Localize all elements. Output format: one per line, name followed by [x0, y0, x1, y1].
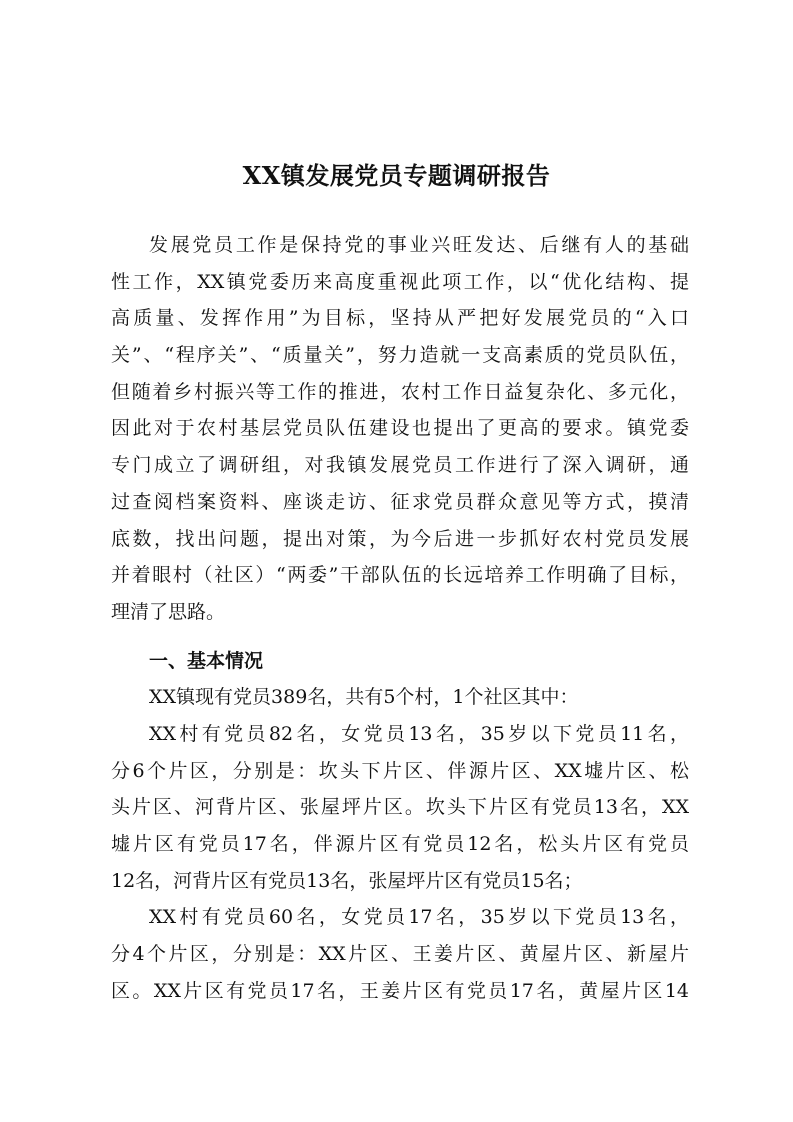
text-line: 墟片区有党员17名，伴源片区有党员12名，松头片区有党员	[111, 833, 689, 855]
village-paragraph	[111, 899, 689, 1009]
text-line: 因此对于农村基层党员队伍建设也提出了更高的要求。镇党委	[111, 417, 689, 440]
text-line: 理清了思路。	[111, 600, 226, 623]
text-line: 分4个片区，分别是：XX片区、王姜片区、黄屋片区、新屋片	[111, 943, 689, 966]
text-line: XX村有党员82名，女党员13名，35岁以下党员11名，	[149, 722, 689, 745]
text-line: 区。XX片区有党员17名，王姜片区有党员17名，黄屋片区14	[111, 979, 689, 1002]
village-paragraph	[111, 716, 689, 899]
text-line: 头片区、河背片区、张屋坪片区。坎头下片区有党员13名，XX	[111, 796, 689, 819]
text-line: 过查阅档案资料、座谈走访、征求党员群众意见等方式，摸清	[111, 490, 689, 513]
document-title: XX镇发展党员专题调研报告	[242, 161, 551, 190]
document-body	[111, 227, 689, 1009]
text-line: 高质量、发挥作用”为目标，坚持从严把好发展党员的“入口	[111, 307, 689, 330]
text-line: 关”、“程序关”、“质量关”，努力造就一支高素质的党员队伍，	[111, 344, 689, 367]
text-line: 底数，找出问题，提出对策，为今后进一步抓好农村党员发展	[111, 527, 689, 550]
summary-paragraph	[111, 679, 689, 716]
text-line: XX镇现有党员389名，共有5个村，1个社区其中：	[149, 686, 579, 709]
text-line: 专门成立了调研组，对我镇发展党员工作进行了深入调研，通	[111, 454, 689, 477]
text-line: 性工作，XX镇党委历来高度重视此项工作，以“优化结构、提	[111, 270, 689, 293]
text-line: XX村有党员60名，女党员17名，35岁以下党员13名，	[149, 906, 689, 929]
section-heading	[111, 643, 689, 680]
text-line: 12名，河背片区有党员13名，张屋坪片区有党员15名；	[111, 869, 583, 892]
text-line: 分6个片区，分别是：坎头下片区、伴源片区、XX墟片区、松	[111, 759, 689, 782]
text-line: 但随着乡村振兴等工作的推进，农村工作日益复杂化、多元化，	[111, 380, 689, 403]
section-heading-text: 一、基本情况	[149, 649, 264, 672]
intro-paragraph	[111, 227, 689, 631]
text-line: 发展党员工作是保持党的事业兴旺发达、后继有人的基础	[149, 234, 689, 256]
text-line: 并着眼村（社区）“两委”干部队伍的长远培养工作明确了目标，	[111, 564, 689, 587]
